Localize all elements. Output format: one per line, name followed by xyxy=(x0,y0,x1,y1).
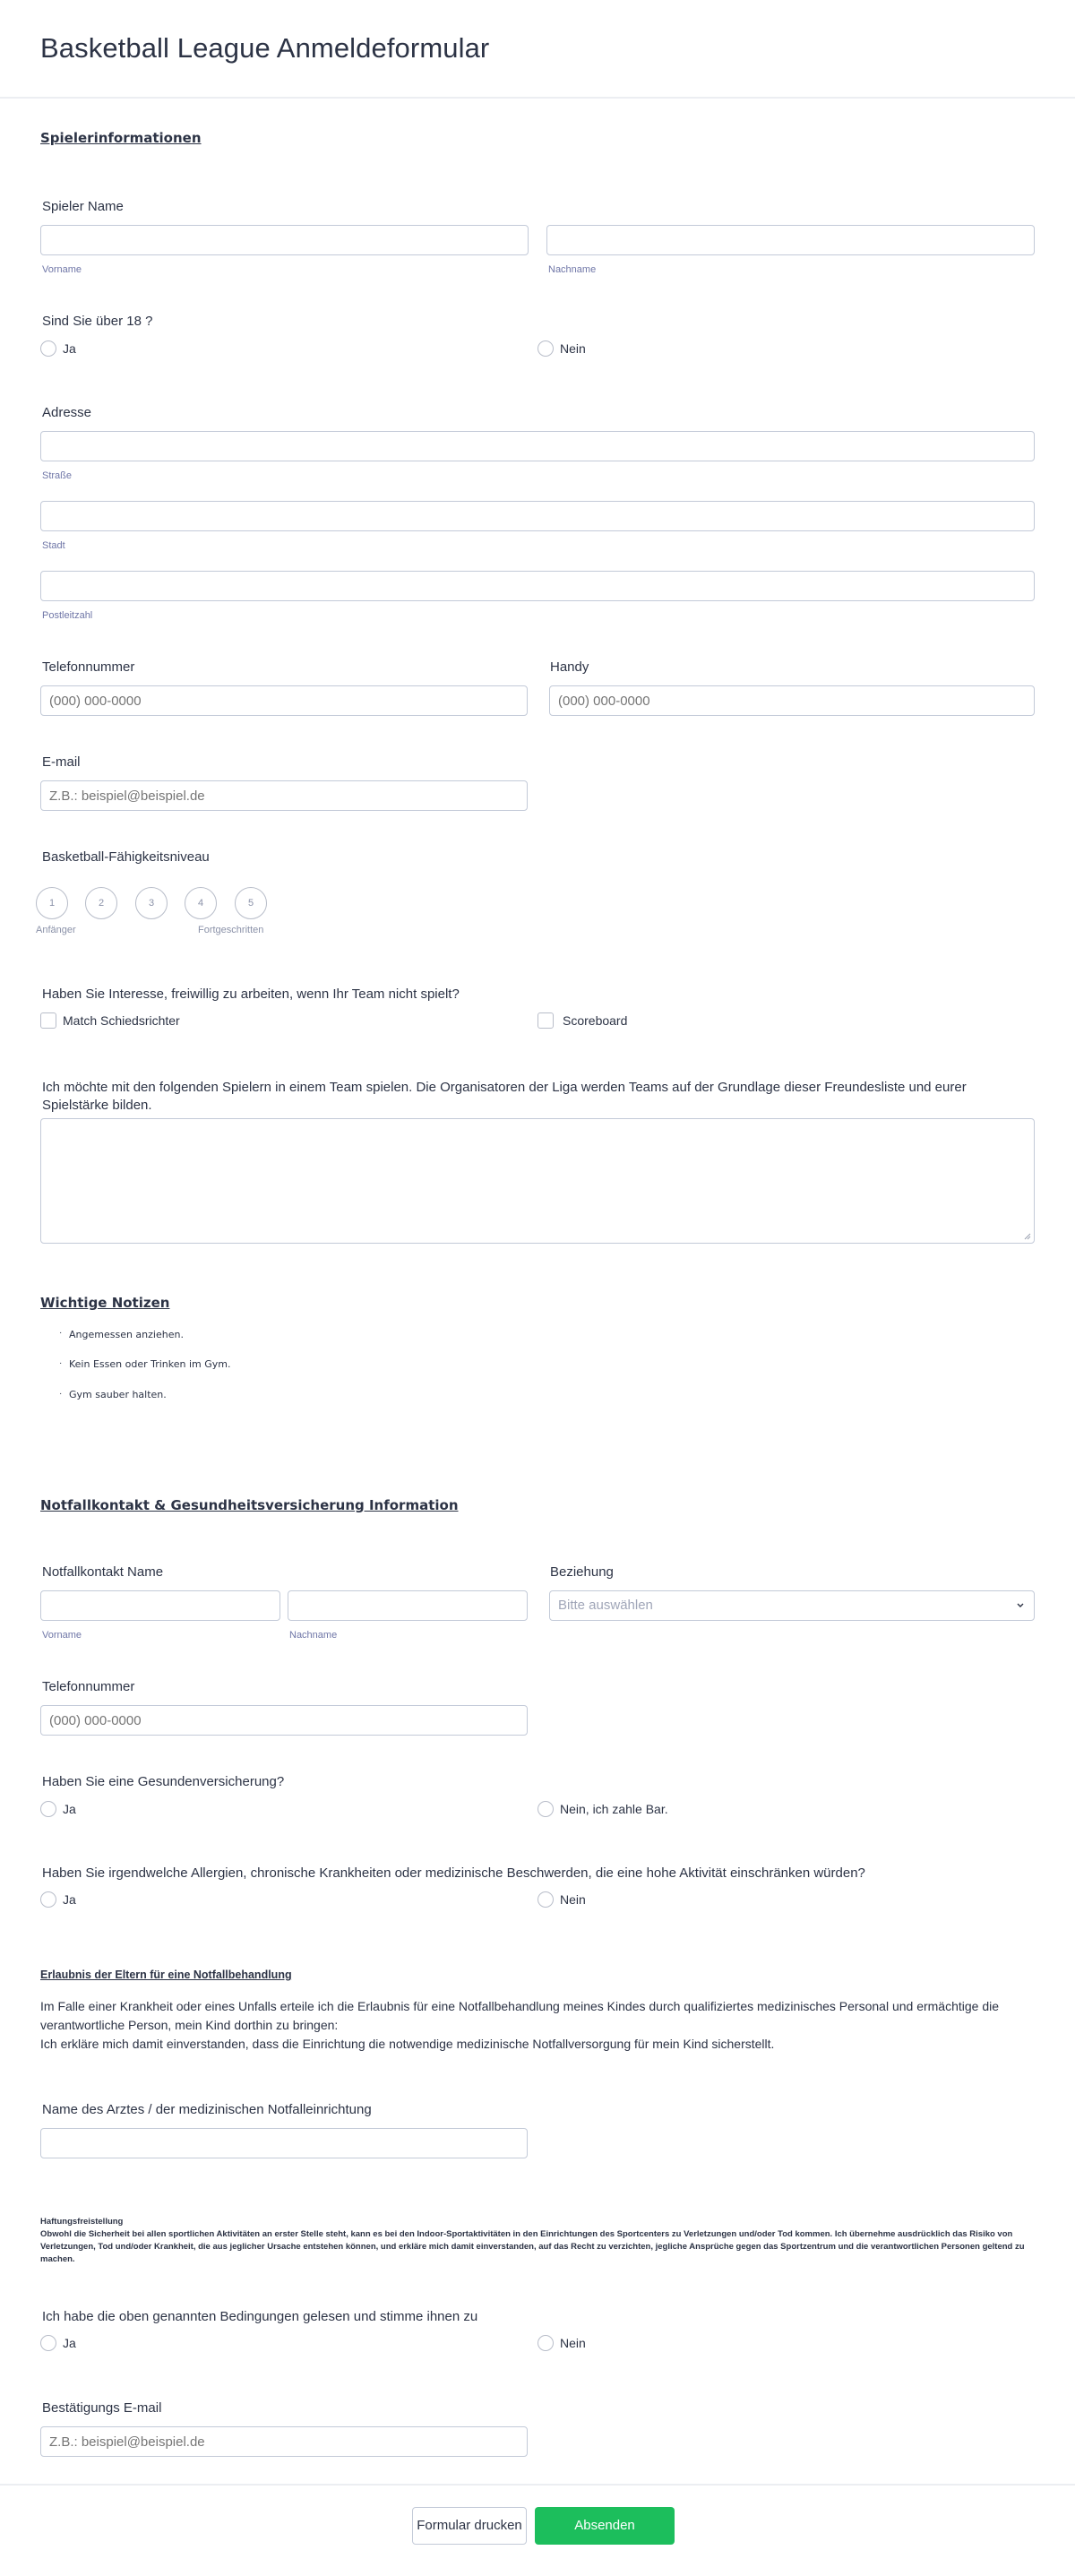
over18-no-radio[interactable] xyxy=(538,340,554,357)
player-last-name-input[interactable] xyxy=(546,225,1035,255)
waiver-title: Haftungsfreistellung xyxy=(40,2217,124,2227)
skill-option-5[interactable]: 5 xyxy=(235,887,267,919)
section-title-important-notes: Wichtige Notizen xyxy=(40,1295,170,1311)
skill-option-4[interactable]: 4 xyxy=(185,887,217,919)
address-zip-input[interactable] xyxy=(40,571,1035,601)
phone-input[interactable] xyxy=(40,685,528,716)
address-label: Adresse xyxy=(42,405,92,420)
allergies-yes-radio[interactable] xyxy=(40,1891,56,1908)
bullet-icon: · xyxy=(59,1358,63,1368)
print-form-button[interactable]: Formular drucken xyxy=(412,2507,527,2545)
email-input[interactable] xyxy=(40,780,528,811)
relation-select-value: Bitte auswählen xyxy=(558,1598,653,1613)
skill-option-3[interactable]: 3 xyxy=(135,887,168,919)
volunteer-scoreboard-checkbox[interactable] xyxy=(538,1012,554,1029)
section-title-emergency: Notfallkontakt & Gesundheitsversicherung Information xyxy=(40,1497,459,1513)
emergency-contact-label: Notfallkontakt Name xyxy=(42,1564,164,1580)
emergency-last-name-sublabel: Nachname xyxy=(289,1630,338,1641)
bullet-icon: · xyxy=(59,1328,63,1338)
agree-no-radio[interactable] xyxy=(538,2335,554,2351)
bullet-icon: · xyxy=(59,1389,63,1399)
volunteer-referee-label[interactable]: Match Schiedsrichter xyxy=(63,1013,180,1028)
skill-label: Basketball-Fähigkeitsniveau xyxy=(42,849,210,865)
submit-button[interactable]: Absenden xyxy=(535,2507,675,2545)
address-city-sublabel: Stadt xyxy=(42,540,65,551)
agree-yes-radio[interactable] xyxy=(40,2335,56,2351)
skill-option-1[interactable]: 1 xyxy=(36,887,68,919)
confirm-email-label: Bestätigungs E-mail xyxy=(42,2400,162,2416)
confirm-email-input[interactable] xyxy=(40,2426,528,2457)
chevron-down-icon xyxy=(1016,1598,1025,1613)
player-first-name-sublabel: Vorname xyxy=(42,264,82,275)
resize-handle-icon[interactable] xyxy=(1024,1233,1031,1240)
section-title-player-info: Spielerinformationen xyxy=(40,130,202,146)
doctor-input[interactable] xyxy=(40,2128,528,2158)
emergency-phone-input[interactable] xyxy=(40,1705,528,1736)
teammates-label: Ich möchte mit den folgenden Spielern in einem Team spielen. Die Organisatoren der Liga werden Teams auf der Grundlage dieser Freundesliste und eurer Spielstärke bilden. xyxy=(42,1080,967,1113)
agree-yes-label[interactable]: Ja xyxy=(63,2336,76,2350)
address-city-input[interactable] xyxy=(40,501,1035,531)
doctor-label: Name des Arztes / der medizinischen Notfalleinrichtung xyxy=(42,2102,372,2117)
insurance-label: Haben Sie eine Gesundenversicherung? xyxy=(42,1774,285,1789)
volunteer-label: Haben Sie Interesse, freiwillig zu arbeiten, wenn Ihr Team nicht spielt? xyxy=(42,986,460,1002)
skill-option-2[interactable]: 2 xyxy=(85,887,117,919)
allergies-no-label[interactable]: Nein xyxy=(560,1892,586,1907)
emergency-last-name-input[interactable] xyxy=(288,1590,528,1621)
note-item: Gym sauber halten. xyxy=(69,1389,167,1400)
note-item: Kein Essen oder Trinken im Gym. xyxy=(69,1358,231,1370)
permission-text-2: Ich erkläre mich damit einverstanden, dass die Einrichtung die notwendige medizinische Notfallversorgung für mein Kind sicherstellt. xyxy=(40,2037,775,2051)
player-last-name-sublabel: Nachname xyxy=(548,264,597,275)
form-header xyxy=(0,0,1075,99)
relation-label: Beziehung xyxy=(550,1564,614,1580)
player-name-label: Spieler Name xyxy=(42,199,124,214)
over18-yes-radio[interactable] xyxy=(40,340,56,357)
volunteer-referee-checkbox[interactable] xyxy=(40,1012,56,1029)
skill-low-label: Anfänger xyxy=(36,925,76,935)
insurance-no-radio[interactable] xyxy=(538,1801,554,1817)
over18-no-label[interactable]: Nein xyxy=(560,341,586,356)
form-title: Basketball League Anmeldeformular xyxy=(40,32,490,64)
allergies-label: Haben Sie irgendwelche Allergien, chronische Krankheiten oder medizinische Beschwerden, die eine hohe Aktivität einschränken würden? xyxy=(42,1865,865,1881)
volunteer-scoreboard-label[interactable]: Scoreboard xyxy=(563,1013,628,1028)
over18-label: Sind Sie über 18 ? xyxy=(42,314,153,329)
address-zip-sublabel: Postleitzahl xyxy=(42,610,93,621)
section-title-parental-permission: Erlaubnis der Eltern für eine Notfallbehandlung xyxy=(40,1969,292,1981)
allergies-yes-label[interactable]: Ja xyxy=(63,1892,76,1907)
emergency-first-name-sublabel: Vorname xyxy=(42,1630,82,1641)
insurance-no-label[interactable]: Nein, ich zahle Bar. xyxy=(560,1802,668,1816)
emergency-phone-label: Telefonnummer xyxy=(42,1679,135,1694)
insurance-yes-radio[interactable] xyxy=(40,1801,56,1817)
mobile-input[interactable] xyxy=(549,685,1035,716)
email-label: E-mail xyxy=(42,754,81,770)
allergies-no-radio[interactable] xyxy=(538,1891,554,1908)
note-item: Angemessen anziehen. xyxy=(69,1329,184,1340)
permission-text-1: Im Falle einer Krankheit oder eines Unfalls erteile ich die Erlaubnis für eine Notfallbehandlung meines Kindes durch qualifiziertes medizinisches Personal und ermächtige die verantwortliche Person, mein Kind dorthin zu bringen: xyxy=(40,1999,1000,2032)
waiver-text: Obwohl die Sicherheit bei allen sportlichen Aktivitäten an erster Stelle steht, kann es bei den Indoor-Sportaktivitäten in den Einrichtungen des Sportcenters zu Verletzungen und/oder Tod kommen. Ich übernehme ausdrücklich das Risiko von Verletzungen, Tod und/oder Krankheit, die aus jeglicher Ursache entstehen können, und erkläre mich damit einverstanden, auf das Recht zu verzichten, jegliche Ansprüche gegen das Sportzentrum und die verantwortlichen Personen geltend zu machen. xyxy=(40,2229,1025,2264)
insurance-yes-label[interactable]: Ja xyxy=(63,1802,76,1816)
teammates-textarea[interactable] xyxy=(40,1118,1035,1244)
phone-label: Telefonnummer xyxy=(42,659,135,675)
agree-no-label[interactable]: Nein xyxy=(560,2336,586,2350)
player-first-name-input[interactable] xyxy=(40,225,529,255)
emergency-first-name-input[interactable] xyxy=(40,1590,280,1621)
address-street-input[interactable] xyxy=(40,431,1035,461)
over18-yes-label[interactable]: Ja xyxy=(63,341,76,356)
agree-label: Ich habe die oben genannten Bedingungen gelesen und stimme ihnen zu xyxy=(42,2309,478,2324)
skill-high-label: Fortgeschritten xyxy=(198,925,264,935)
address-street-sublabel: Straße xyxy=(42,470,73,481)
relation-select[interactable] xyxy=(549,1590,1035,1621)
mobile-label: Handy xyxy=(550,659,589,675)
